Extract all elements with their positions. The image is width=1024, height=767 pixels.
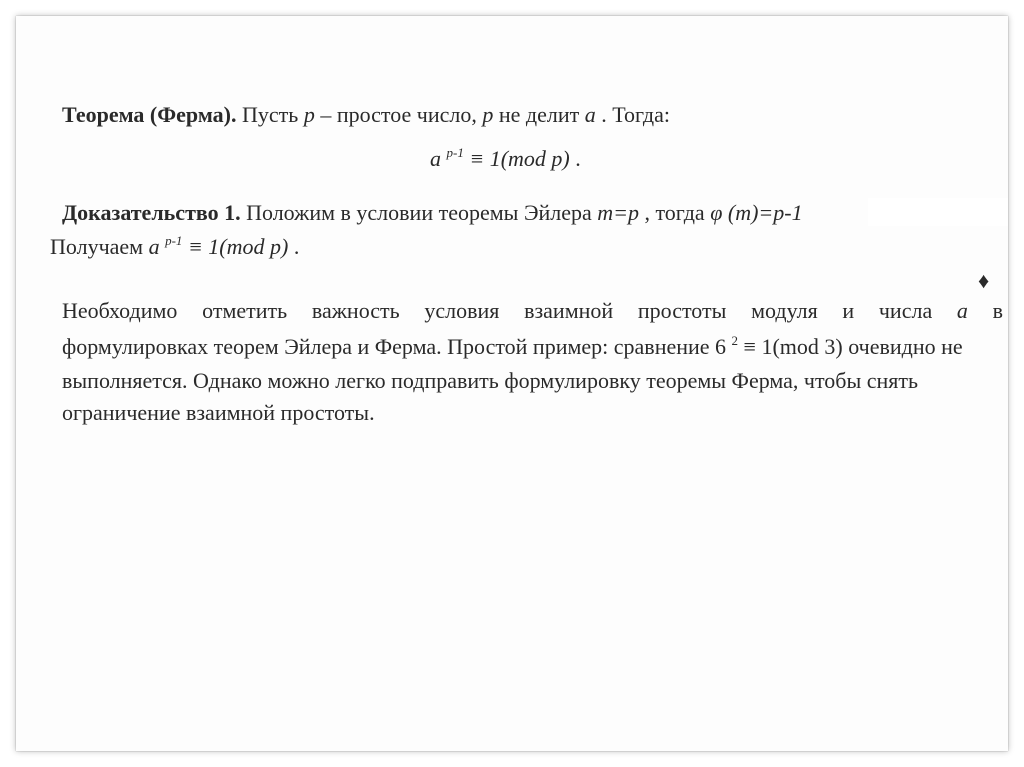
remark-line-1	[62, 298, 1003, 324]
theorem-text-3: не делит	[493, 102, 585, 127]
remark-line1-a: Необходимо отметить важность условия взаимной простоты модуля и числа	[62, 298, 957, 323]
proof-line2-exponent: p-1	[165, 233, 183, 248]
remark-line2-b: ≡ 1(mod 3) очевидно не	[738, 334, 963, 359]
theorem-text-2: – простое число,	[314, 102, 483, 127]
remark-line1-b: в	[967, 298, 1004, 323]
proof-line-1	[62, 200, 803, 226]
proof-expr-2: φ (m)=p-1	[710, 200, 803, 225]
remark-line4: ограничение взаимной простоты.	[62, 400, 375, 425]
proof-line2-tail: .	[288, 234, 300, 259]
end-of-proof-mark: ♦	[978, 268, 990, 293]
formula-exponent: p-1	[446, 145, 464, 160]
remark-line2-exp: 2	[731, 333, 739, 348]
theorem-var-a: a	[584, 102, 596, 127]
remark-line2-a: формулировках теорем Эйлера и Ферма. Простой пример: сравнение 6	[62, 334, 732, 359]
proof-line2-text: Получаем	[50, 234, 149, 259]
proof-line2-base: a	[148, 234, 166, 259]
remark-line-4	[62, 400, 375, 426]
proof-line2-rest: ≡ 1(mod p)	[182, 234, 289, 259]
theorem-formula	[430, 146, 581, 172]
proof-text-2: , тогда	[638, 200, 711, 225]
proof-title: Доказательство 1.	[62, 200, 241, 225]
theorem-var-p2: p	[482, 102, 494, 127]
theorem-line	[62, 102, 670, 128]
proof-line-2	[50, 234, 299, 260]
formula-tail: .	[569, 146, 581, 171]
proof-text-1: Положим в условии теоремы Эйлера	[240, 200, 598, 225]
scan-mask	[868, 198, 1008, 226]
remark-line3: выполняется. Однако можно легко подправить формулировку теоремы Ферма, чтобы снять	[62, 368, 919, 393]
formula-rest: ≡ 1(mod p)	[463, 146, 570, 171]
remark-line1-var: a	[956, 298, 968, 323]
formula-base: a	[430, 146, 447, 171]
theorem-text-4: . Тогда:	[595, 102, 671, 127]
remark-line-2	[62, 334, 963, 360]
remark-line-3	[62, 368, 918, 394]
theorem-title: Теорема (Ферма).	[62, 102, 237, 127]
proof-expr-1: m=p	[597, 200, 639, 225]
theorem-text-1: Пусть	[236, 102, 304, 127]
theorem-var-p1: p	[303, 102, 315, 127]
